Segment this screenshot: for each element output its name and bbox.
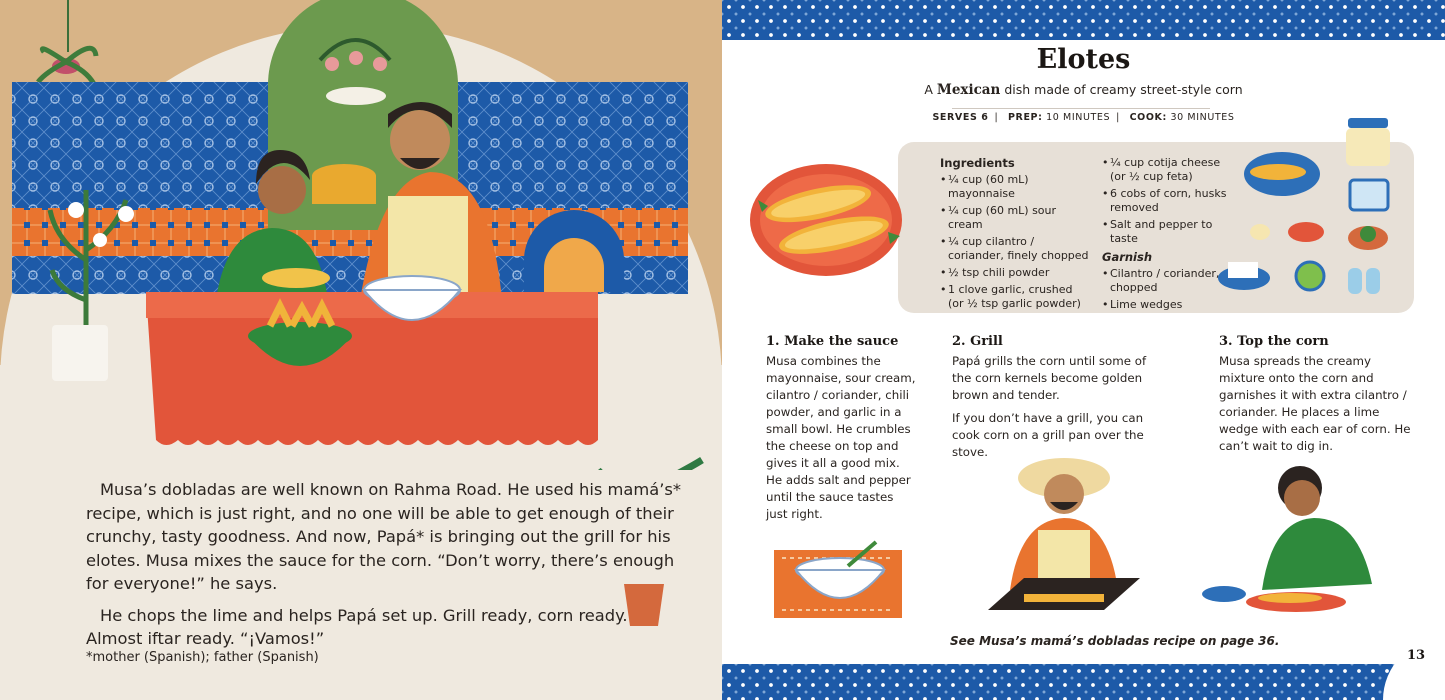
step-title: 1. Make the sauce (766, 334, 899, 349)
step-2 (952, 333, 1168, 467)
ingredients-heading: Ingredients (940, 156, 1015, 170)
recipe-title: Elotes (1036, 44, 1131, 75)
cook-value: 30 MINUTES (1170, 112, 1235, 123)
bottom-tile-border (722, 664, 1445, 700)
step-title: 3. Top the corn (1219, 334, 1329, 349)
right-page (722, 0, 1445, 700)
subtitle-prefix: A (924, 82, 933, 97)
step-3 (1219, 333, 1415, 461)
ingredient-item: • 6 cobs of corn, husks removed (1102, 187, 1230, 215)
ingredient-item: • ¼ cup cilantro / coriander, finely chopped (940, 235, 1090, 263)
prep-label: PREP: (1007, 112, 1043, 123)
recipe-subtitle (722, 82, 1445, 98)
yellow-bowl (262, 268, 330, 288)
papa-grilling-illustration (984, 450, 1144, 614)
ingredients-column-1 (940, 156, 1090, 314)
step-text: Musa combines the mayonnaise, sour cream, cilantro / coriander, chili powder, and garlic in a small bowl. He crumbles the cheese on top and gives it all a good mix. He adds salt and pepper until the sauce tastes just right. (766, 354, 916, 521)
ingredient-item: • ¼ cup (60 mL) mayonnaise (940, 173, 1090, 201)
page-number: 13 (1407, 648, 1426, 663)
elotes-platter-illustration (748, 162, 908, 282)
terracotta-pot (620, 580, 668, 630)
top-tile-border (722, 0, 1445, 40)
story-paragraph: Musa’s dobladas are well known on Rahma Road. He used his mamá’s* recipe, which is just right, and no one will be able to get enough of their crunchy, tasty goodness. And now, Papá* is bringing out the grill for his elotes. Musa mixes the sauce for the corn. “Don’t worry, there’s enough for everyone!” he says. (86, 480, 681, 593)
step-text: If you don’t have a grill, you can cook corn on a grill pan over the stove. (952, 411, 1144, 459)
subtitle-suffix: dish made of creamy street-style corn (1004, 82, 1243, 97)
cook-label: COOK: (1129, 112, 1167, 123)
mixing-bowl-illustration (774, 536, 906, 620)
footnote: *mother (Spanish); father (Spanish) (86, 650, 319, 665)
ingredient-item: • Salt and pepper to taste (1102, 218, 1230, 246)
recipe-meta: SERVES 6 | PREP: 10 MINUTES | COOK: 30 MINUTES (932, 112, 1235, 123)
floor-plant (598, 460, 702, 470)
story-paragraph: He chops the lime and helps Papá set up. Grill ready, corn ready. Almost iftar ready. “¡Vamos!” (86, 605, 628, 648)
garnish-item: • Cilantro / coriander, chopped (1102, 267, 1230, 295)
ingredient-item: • ¼ cup cotija cheese (or ½ cup feta) (1102, 156, 1230, 184)
kitchen-illustration (0, 0, 722, 470)
ingredients-column-2 (1102, 156, 1230, 315)
see-recipe-note: See Musa’s mamá’s dobladas recipe on page 36. (950, 634, 1280, 648)
step-text: Musa spreads the creamy mixture onto the corn and garnishes it with extra cilantro / coriander. He places a lime wedge with each ear of corn. He can’t wait to dig in. (1219, 354, 1411, 453)
left-page (0, 0, 722, 700)
step-text: Papá grills the corn until some of the corn kernels become golden brown and tender. (952, 354, 1147, 402)
musa-topping-corn-illustration (1200, 462, 1386, 614)
hanging-plant (38, 0, 96, 84)
subtitle-cuisine: Mexican (936, 82, 1001, 98)
garnish-item: • Lime wedges (1102, 298, 1230, 312)
ingredient-item: • ¼ cup (60 mL) sour cream (940, 204, 1090, 232)
step-title: 2. Grill (952, 334, 1003, 349)
story-text (86, 478, 686, 659)
step-1 (766, 333, 916, 529)
serves-label: SERVES 6 (932, 112, 989, 123)
ingredient-item: • ½ tsp chili powder (940, 266, 1090, 280)
garnish-heading: Garnish (1102, 250, 1153, 264)
page-number-badge (1383, 638, 1445, 700)
ingredient-item: • 1 clove garlic, crushed (or ½ tsp garlic powder) (940, 283, 1090, 311)
divider (952, 108, 1210, 109)
ingredient-illustrations (1216, 116, 1406, 306)
prep-value: 10 MINUTES (1046, 112, 1111, 123)
